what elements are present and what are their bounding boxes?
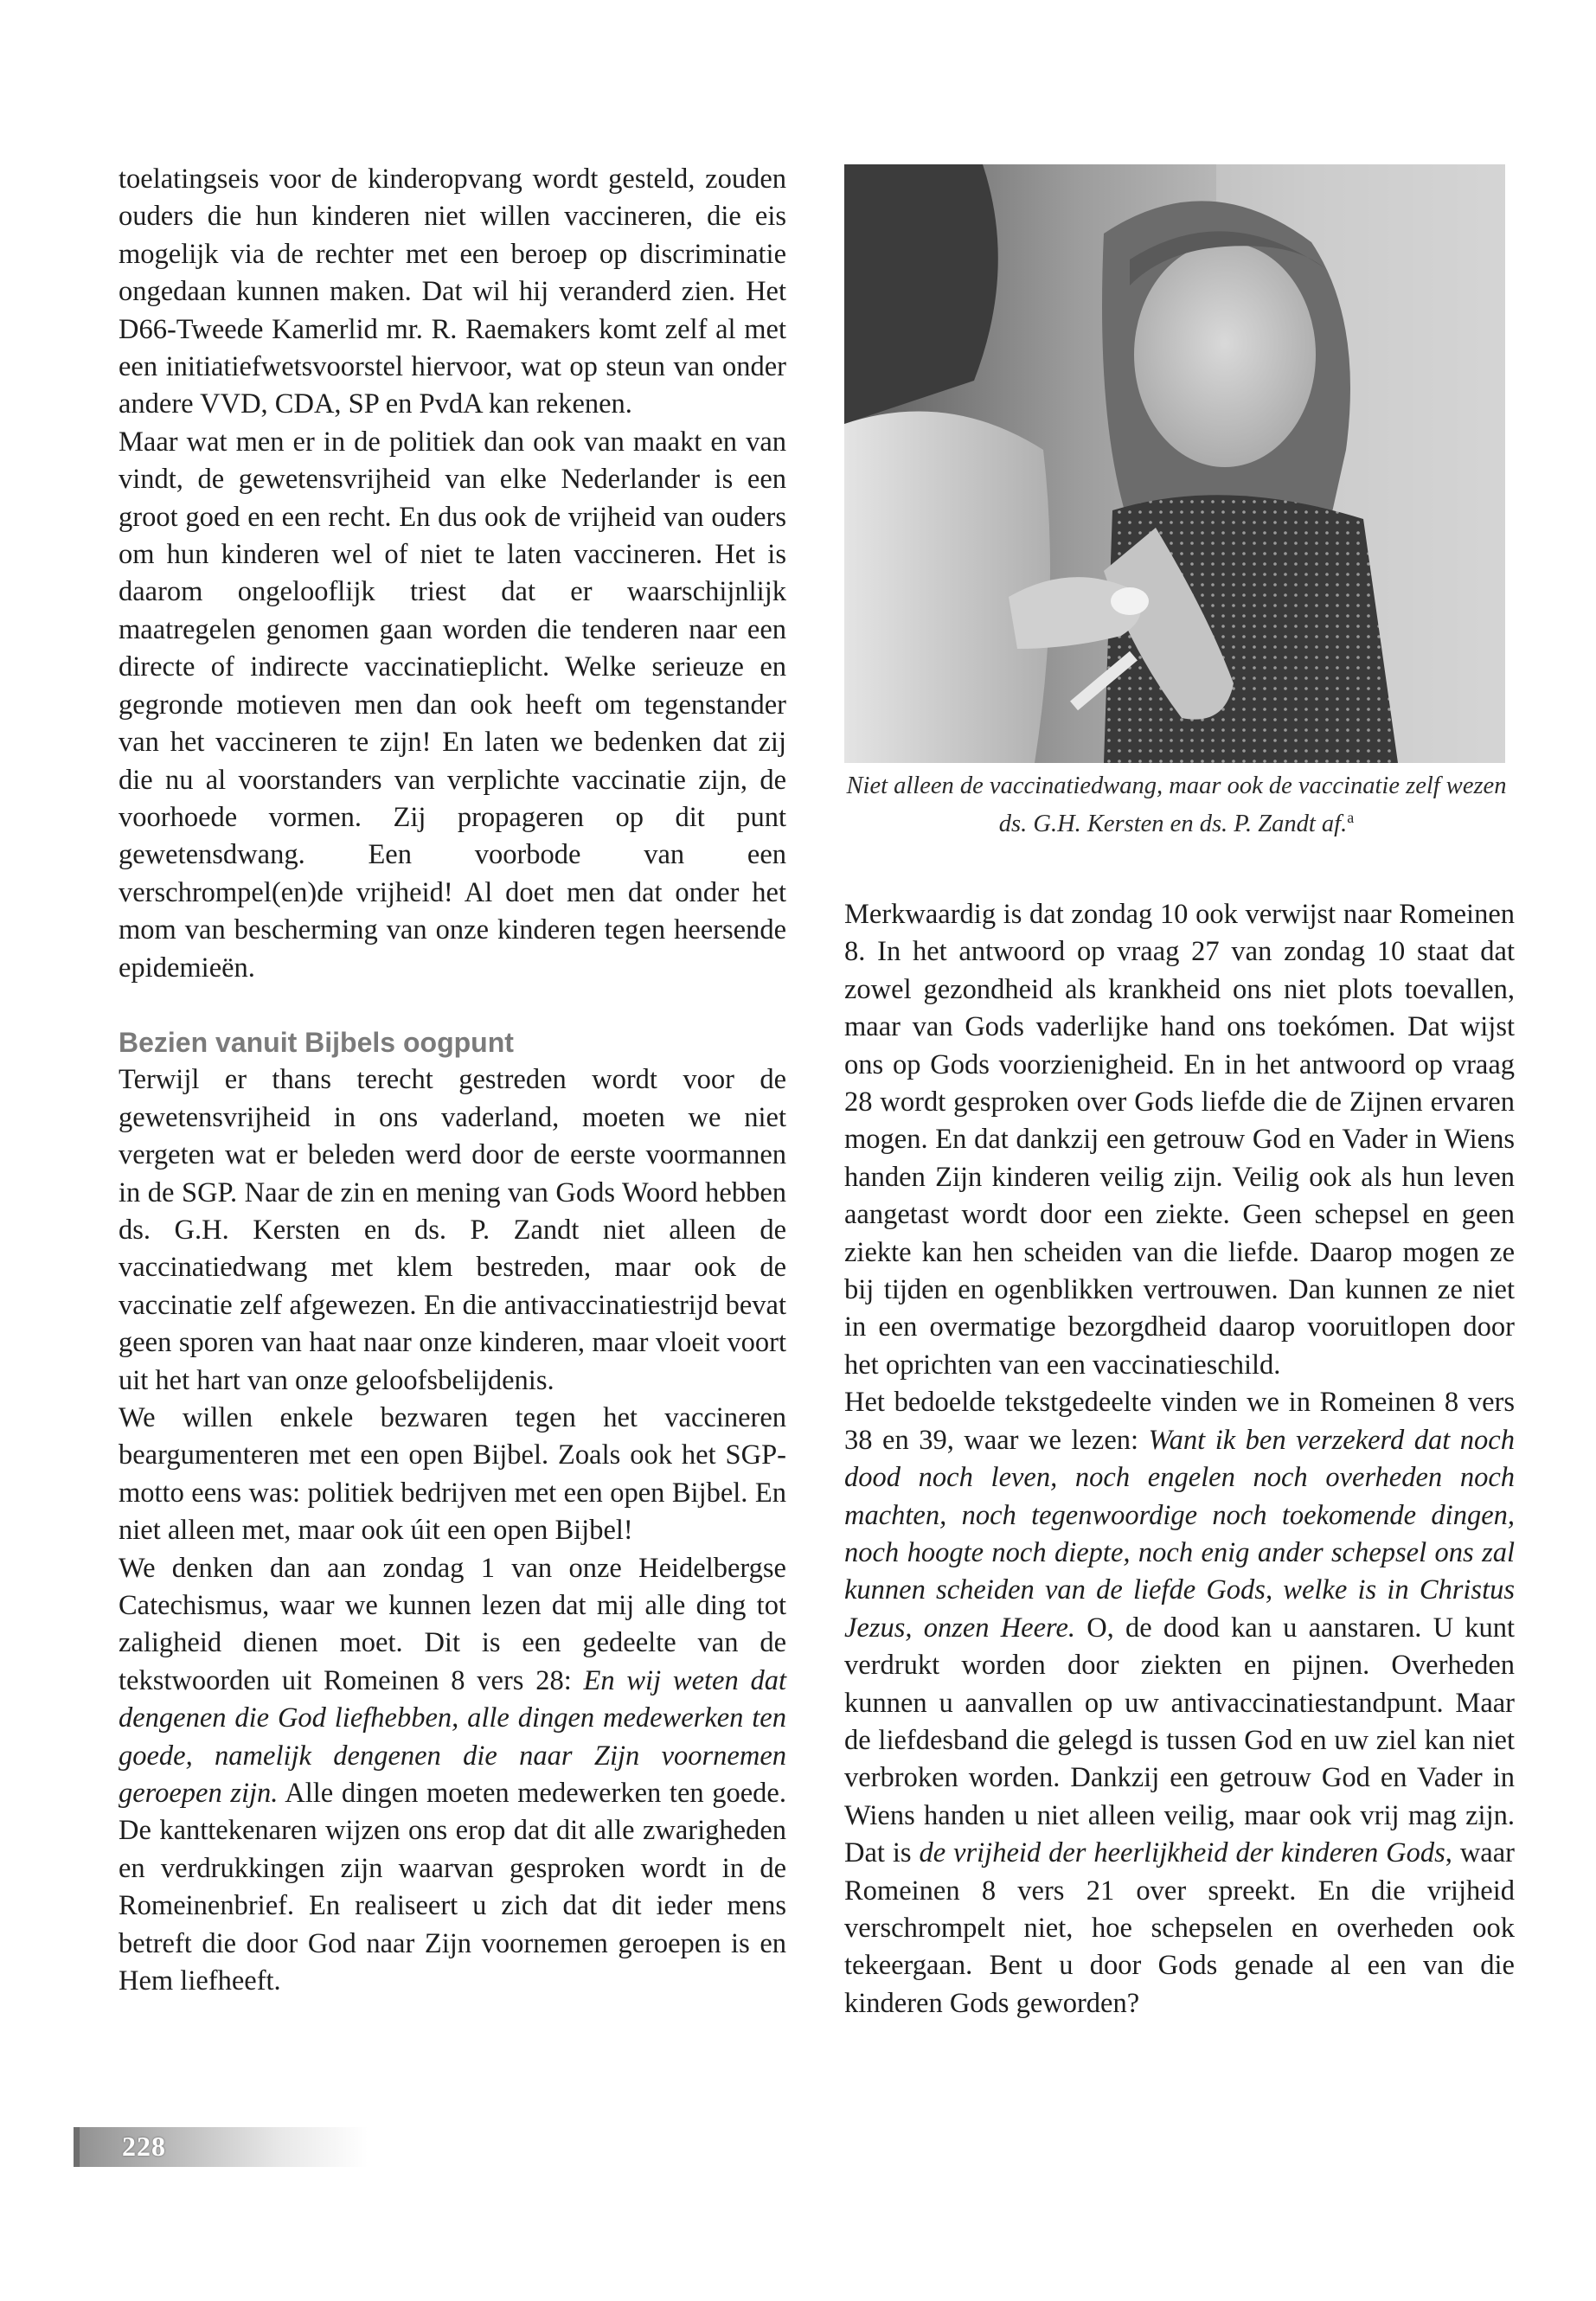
paragraph [844, 1384, 1515, 2022]
paragraph: Maar wat men er in de politiek dan ook van maakt en van vindt, de gewetensvrijheid van elke Nederlander is een groot goed en een recht. En dus ook de vrijheid van ouders om hun kinderen wel of niet te laten vaccineren. Het is daarom ongelooflijk triest dat er waarschijnlijk maatregelen genomen gaan worden die tenderen naar een directe of indirecte vaccinatieplicht. Welke serieuze en gegronde motieven men dan ook heeft om tegenstander van het vaccineren te zijn! En laten we bedenken dat zij die nu al voorstanders van verplichte vaccinatie zijn, de voorhoede vormen. Zij propageren op dit punt gewetensdwang. Een voorbode van een verschrompel(en)de vrijheid! Al doet men dat onder het mom van bescherming van onze kinderen tegen heersende epidemieën. [119, 426, 786, 984]
text-run: , waar Romeinen 8 vers 21 over spreekt. En die vrijheid verschrompelt niet, hoe schepselen en overheden ook tekeergaan. Bent u door Gods genade al een van die kinderen Gods geworden? [844, 1837, 1515, 2019]
paragraph: We willen enkele bezwaren tegen het vaccineren beargumenteren met een open Bijbel. Zoals ook het SGP-motto eens was: politiek bedrijven met een open Bijbel. En niet alleen met, maar ook úit een open Bijbel! [119, 1402, 786, 1547]
page-number-tab [74, 2127, 368, 2167]
footnote-marker: a [1347, 809, 1355, 826]
text-run: O, de dood kan u aanstaren. U kunt verdrukt worden door ziekten en pijnen. Overheden kunnen u aanvallen op uw antivaccinatiestandpunt. Maar de liefdesband die gelegd is tussen God en uw ziel kan niet verbroken worden. Dankzij een getrouw God en Vader in Wiens handen u niet alleen veilig, maar ook vrij mag zijn. Dat is [844, 1612, 1516, 1869]
scripture-quote: En wij weten dat dengenen die God liefhebben, alle dingen medewerken ten goede, namelijk dengenen die naar Zijn voornemen geroepen zijn. [119, 1664, 786, 1810]
text-run: Het bedoelde tekstgedeelte vinden we in Romeinen 8 vers 38 en 39, waar we lezen: [844, 1387, 1515, 1456]
caption-text: Niet alleen de vaccinatiedwang, maar ook de vaccinatie zelf wezen ds. G.H. Kersten en ds. P. Zandt af. [846, 772, 1507, 837]
page-tab-marker [74, 2127, 80, 2167]
page-number: 228 [122, 2131, 166, 2162]
section-heading: Bezien vanuit Bijbels oogpunt [119, 1026, 514, 1058]
text-run: Alle dingen moeten medewerken ten goede. De kanttekenaren wijzen ons erop dat dit alle zwarigheden en verdrukkingen zijn waarvan gesproken wordt in de Romeinenbrief. En realiseert u zich dat dit ieder mens betreft die door God naar Zijn voornemen geroepen is en Hem liefheeft. [119, 1778, 786, 1997]
right-column [844, 896, 1515, 2022]
paragraph: toelatingseis voor de kinderopvang wordt gesteld, zouden ouders die hun kinderen niet willen vaccineren, die eis mogelijk via de rechter met een beroep op discriminatie ongedaan kunnen maken. Dat wil hij veranderd zien. Het D66-Tweede Kamerlid mr. R. Raemakers komt zelf al met een initiatiefwetsvoorstel hiervoor, wat op steun van onder andere VVD, CDA, SP en PvdA kan rekenen. [119, 163, 786, 420]
paragraph: Terwijl er thans terecht gestreden wordt voor de gewetensvrijheid in ons vaderland, moeten we niet vergeten wat er beleden werd door de eerste voormannen in de SGP. Naar de zin en mening van Gods Woord hebben ds. G.H. Kersten en ds. P. Zandt niet alleen de vaccinatiedwang met klem bestreden, maar ook de vaccinatie zelf afgewezen. En die antivaccinatiestrijd bevat geen sporen van haat naar onze kinderen, maar vloeit voort uit het hart van onze geloofsbelijdenis. [119, 1064, 786, 1396]
scripture-quote: Want ik ben verzekerd dat noch dood noch leven, noch engelen noch overheden noch machten, noch tegenwoordige noch toekomende dingen, noch hoogte noch diepte, noch enig ander schepsel ons zal kunnen scheiden van de liefde Gods, welke is in Christus Jezus, onzen Heere. [844, 1424, 1515, 1644]
photo-caption [830, 770, 1522, 840]
vaccination-photo [844, 164, 1505, 763]
scripture-quote: de vrijheid der heerlijkheid der kinderen Gods [919, 1837, 1445, 1869]
text-run: We denken dan aan zondag 1 van onze Heidelbergse Catechismus, waar we kunnen lezen dat mij alle ding tot zaligheid dienen moet. Dit is een gedeelte van de tekstwoorden uit Romeinen 8 vers 28: [119, 1552, 786, 1696]
paragraph [119, 1550, 786, 2001]
paragraph: Merkwaardig is dat zondag 10 ook verwijst naar Romeinen 8. In het antwoord op vraag 27 van zondag 10 staat dat zowel gezondheid als krankheid ons niet plots toevallen, maar van Gods vaderlijke hand ons toekómen. Dat wijst ons op Gods voorzienigheid. En in het antwoord op vraag 28 wordt gesproken over Gods liefde die de Zijnen ervaren mogen. En dat dankzij een getrouw God en Vader in Wiens handen Zijn kinderen veilig zijn. Veilig ook als hun leven aangetast wordt door een ziekte. Geen schepsel en geen ziekte kan hen scheiden van die liefde. Daarop mogen ze bij tijden en ogenblikken vertrouwen. Dan kunnen ze niet in een overmatige bezorgdheid daarop vooruitlopen door het oprichten van een vaccinatieschild. [844, 899, 1515, 1381]
left-column [119, 161, 786, 2001]
